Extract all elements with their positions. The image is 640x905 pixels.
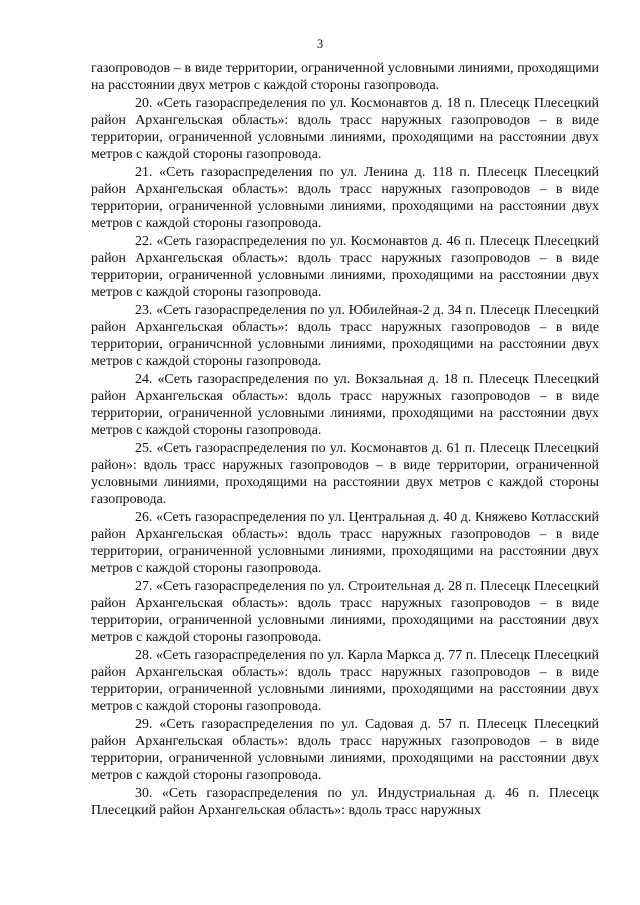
document-body (91, 60, 599, 819)
paragraph-item-22: 22. «Сеть газораспределения по ул. Космонавтов д. 46 п. Плесецк Плесецкий район Архангельская область»: вдоль трасс наружных газопроводов – в виде территории, ограниченной условными линиями, проходящими на расстоянии двух метров с каждой стороны газопровода. (91, 233, 599, 301)
paragraph-continuation: газопроводов – в виде территории, ограниченной условными линиями, проходящими на расстоянии двух метров с каждой стороны газопровода. (91, 61, 599, 94)
paragraph-item-28: 28. «Сеть газораспределения по ул. Карла Маркса д. 77 п. Плесецк Плесецкий район Архангельская область»: вдоль трасс наружных газопроводов – в виде территории, ограниченной условными линиями, проходящими на расстоянии двух метров с каждой стороны газопровода. (91, 647, 599, 715)
paragraph-item-24: 24. «Сеть газораспределения по ул. Вокзальная д. 18 п. Плесецк Плесецкий район Архангельская область»: вдоль трасс наружных газопроводов – в виде территории, ограниченной условными линиями, проходящими на расстоянии двух метров с каждой стороны газопровода. (91, 371, 599, 439)
paragraph-item-29: 29. «Сеть газораспределения по ул. Садовая д. 57 п. Плесецк Плесецкий район Архангельская область»: вдоль трасс наружных газопроводов – в виде территории, ограниченной условными линиями, проходящими на расстоянии двух метров с каждой стороны газопровода. (91, 716, 599, 784)
paragraph-item-21: 21. «Сеть газораспределения по ул. Ленина д. 118 п. Плесецк Плесецкий район Архангельская область»: вдоль трасс наружных газопроводов – в виде территории, ограниченной условными линиями, проходящими на расстоянии двух метров с каждой стороны газопровода. (91, 164, 599, 232)
paragraph-item-27: 27. «Сеть газораспределения по ул. Строительная д. 28 п. Плесецк Плесецкий район Архангельская область»: вдоль трасс наружных газопроводов – в виде территории, ограниченной условными линиями, проходящими на расстоянии двух метров с каждой стороны газопровода. (91, 578, 599, 646)
paragraph-item-25: 25. «Сеть газораспределения по ул. Космонавтов д. 61 п. Плесецк Плесецкий район»: вдоль трасс наружных газопроводов – в виде территории, ограниченной условными линиями, проходящими на расстоянии двух метров с каждой стороны газопровода. (91, 440, 599, 508)
paragraph-item-26: 26. «Сеть газораспределения по ул. Центральная д. 40 д. Княжево Котласский район Архангельская область»: вдоль трасс наружных газопроводов – в виде территории, ограниченной условными линиями, проходящими на расстоянии двух метров с каждой стороны газопровода. (91, 509, 599, 577)
paragraph-item-30: 30. «Сеть газораспределения по ул. Индустриальная д. 46 п. Плесецк Плесецкий район Архангельская область»: вдоль трасс наружных (91, 785, 599, 818)
paragraph-item-23: 23. «Сеть газораспределения по ул. Юбилейная-2 д. 34 п. Плесецк Плесецкий район Архангельская область»: вдоль трасс наружных газопроводов – в виде территории, ограничснной условными линиями, проходящими на расстоянии двух метров с каждой стороны газопровода. (91, 302, 599, 370)
page-number: 3 (316, 37, 324, 51)
paragraph-item-20: 20. «Сеть газораспределения по ул. Космонавтов д. 18 п. Плесецк Плесецкий район Архангельская область»: вдоль трасс наружных газопроводов – в виде территории, ограниченной условными линиями, проходящими на расстоянии двух метров с каждой стороны газопровода. (91, 95, 599, 163)
